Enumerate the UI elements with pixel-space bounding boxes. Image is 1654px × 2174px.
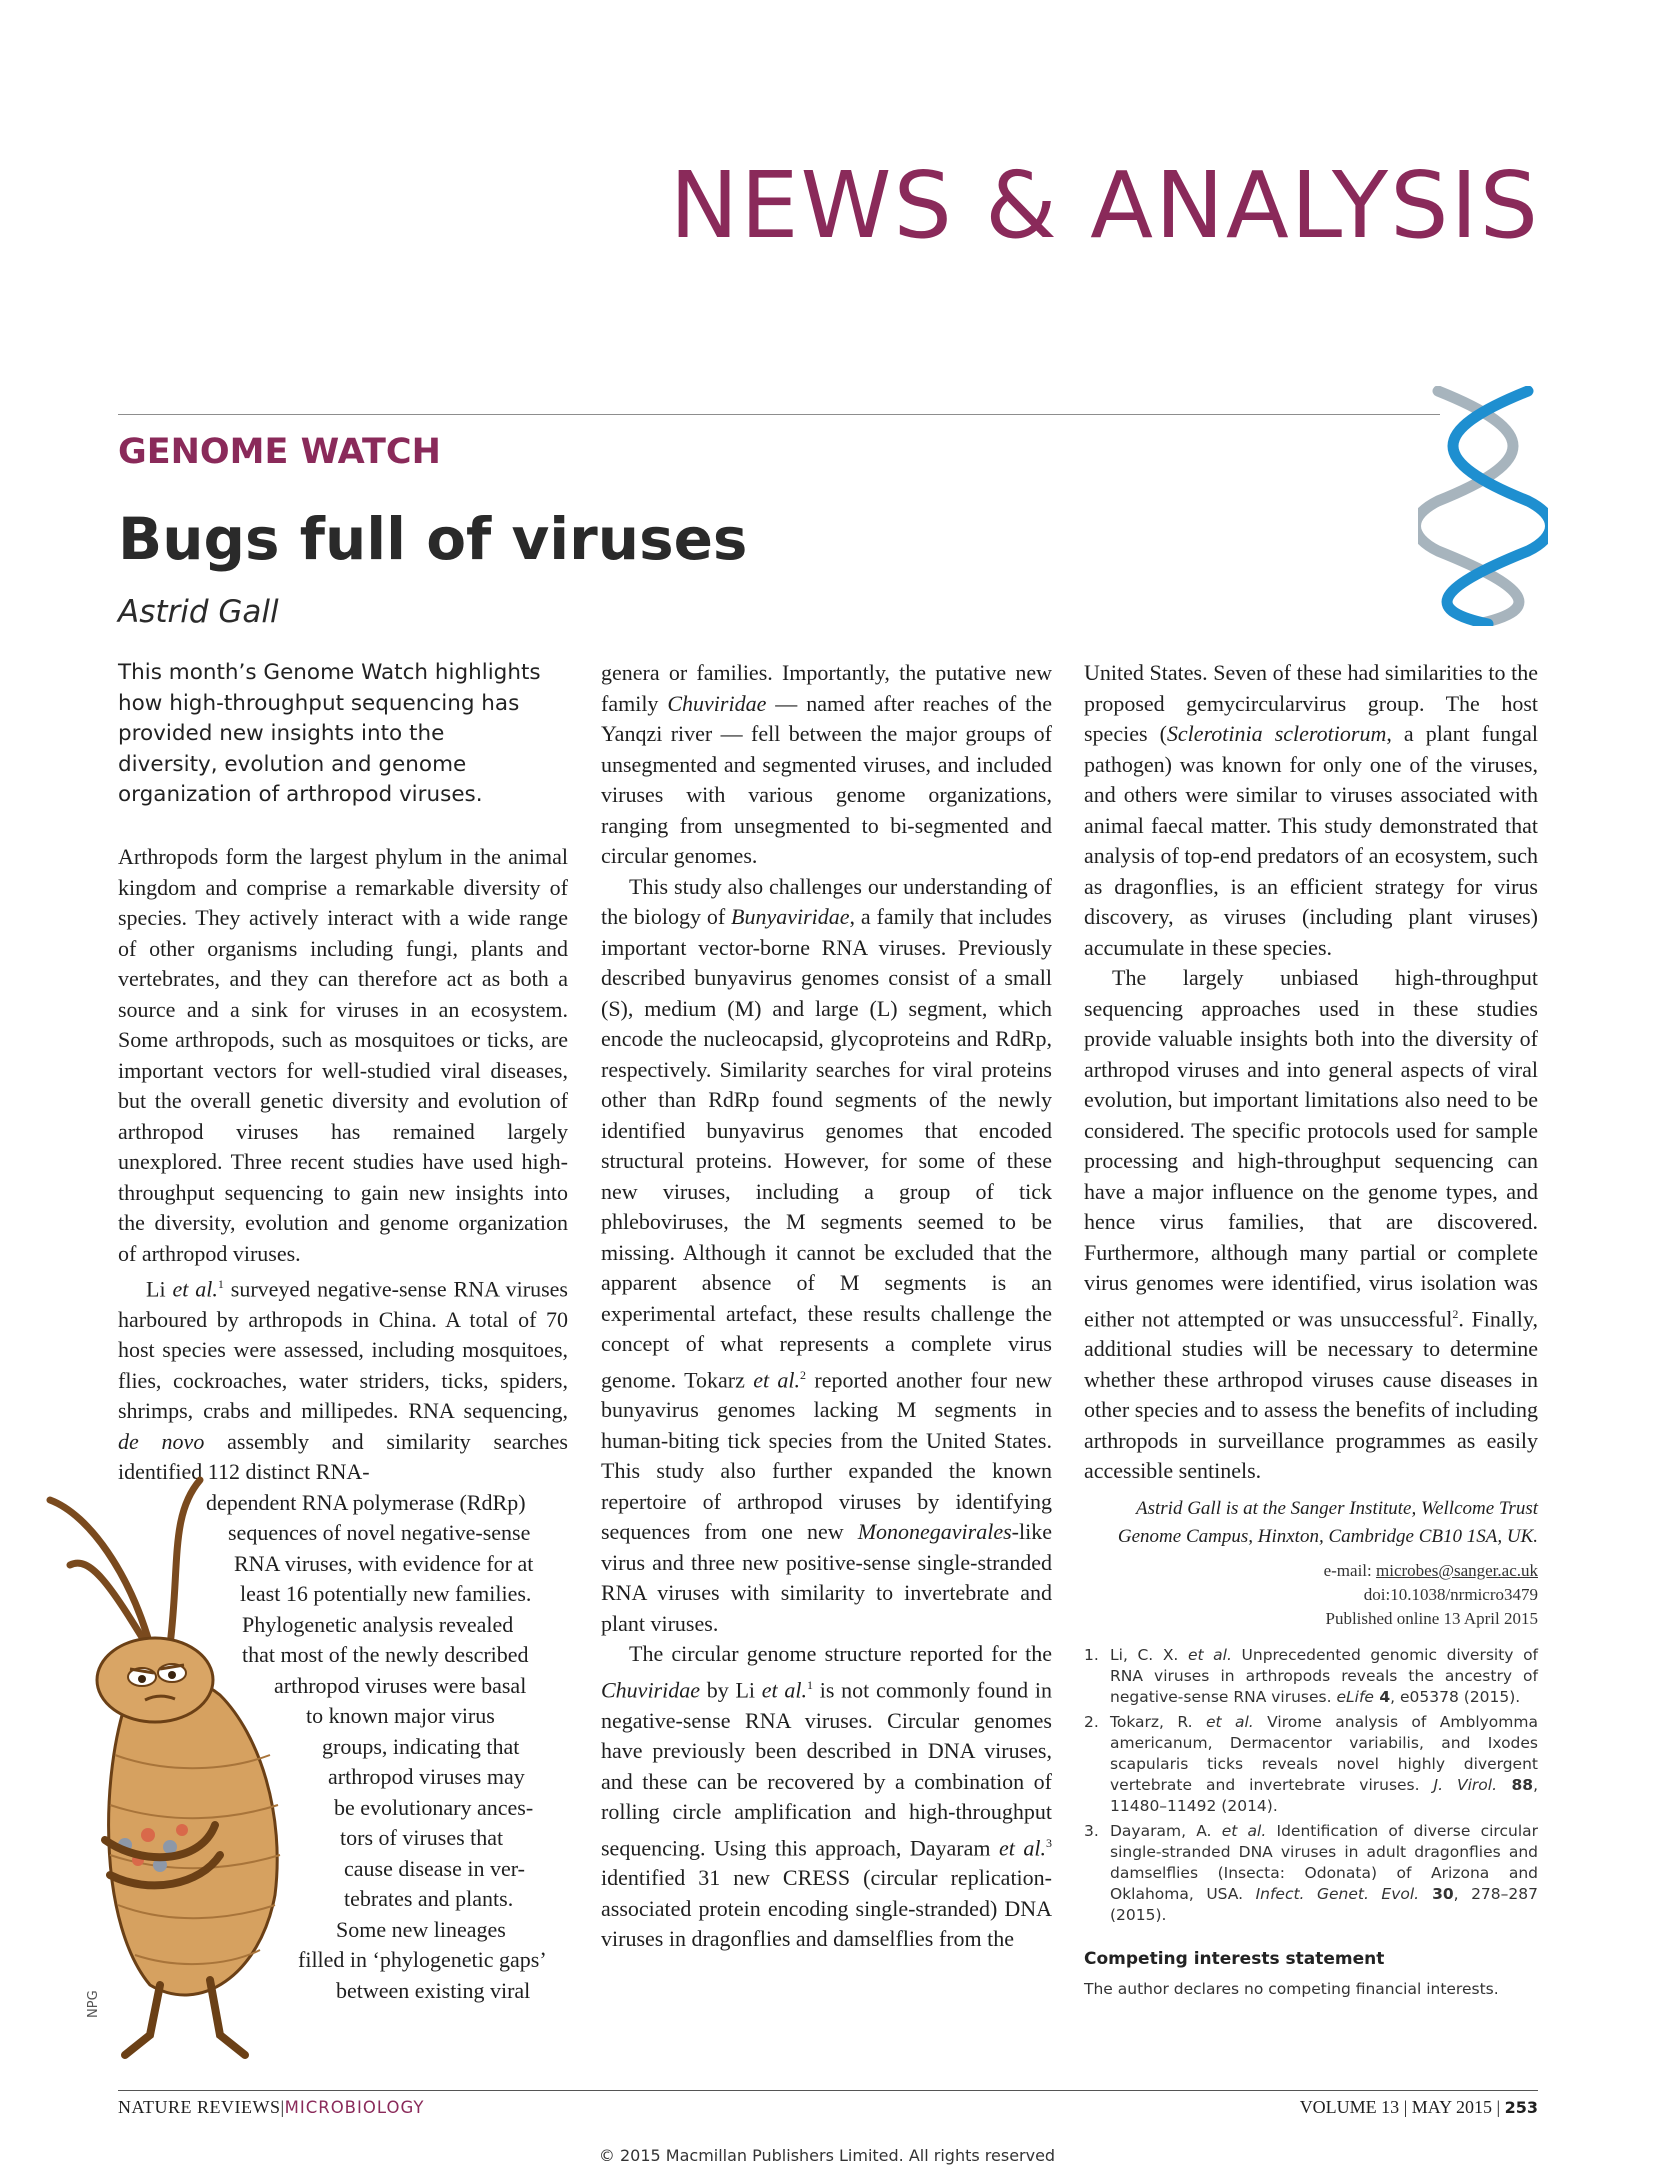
text-line: Some new lineages [336,1916,506,1942]
author-name: Astrid Gall [118,594,279,630]
text-line: Phylogenetic analysis revealed [242,1611,514,1637]
paragraph: The circular genome structure reported for the Chuviridae by Li et al.$^1$ is not commonly found in negative-sense RNA viruses. Circular genomes have previously been described in DNA viruses, and these can be recovered by a combination of rolling circle amplification and high-throughput sequencing. Using this approach, Dayaram et al.$^3$ identified 31 new CRESS (circular replication-associated protein encoding single-stranded) DNA viruses in dragonflies and damselflies from the [601,1641,1052,1952]
paragraph: genera or families. Importantly, the putative new family Chuviridae — named after reaches of the Yanqzi river — fell between the major groups of unsegmented and segmented viruses, and included viruses with various genome organizations, ranging from unsegmented to bi-segmented and circular genomes. [601,660,1052,868]
author-affiliation: Astrid Gall is at the Sanger Institute, Wellcome Trust Genome Campus, Hinxton, Cambridge CB10 1SA, UK. [1117,1497,1538,1547]
text-line: cause disease in ver- [344,1855,525,1881]
doi: doi:10.1038/nrmicro3479 [1363,1584,1538,1604]
header-rule [118,414,1440,415]
text-line: to known major virus [306,1703,495,1729]
reference-item: 2. Tokarz, R. et al. Virome analysis of Amblyomma americanum, Dermacentor variabilis, and Ixodes scapularis ticks reveals novel highly divergent vertebrate and invertebrate viruses. J. Virol. 88, 11480–11492 (2014). [1084,1712,1538,1815]
volume-info: VOLUME 13 | MAY 2015 | 253 [1299,2097,1538,2117]
references-list [1084,1645,1538,1926]
text-line: tors of viruses that [340,1825,504,1851]
article-title: Bugs full of viruses [118,505,748,573]
reference-item: 3. Dayaram, A. et al. Identification of diverse circular single-stranded DNA viruses in adult dragonflies and damselflies (Insecta: Odonata) of Arizona and Oklahoma, USA. Infect. Genet. Evol. 30, 278–287 (2015). [1084,1821,1538,1924]
reference-item: 1. Li, C. X. et al. Unprecedented genomic diversity of RNA viruses in arthropods reveals the ancestry of negative-sense RNA viruses. eLife 4, e05378 (2015). [1084,1645,1539,1706]
text-line: tebrates and plants. [344,1886,514,1912]
text-line: that most of the newly described [242,1642,529,1668]
dna-helix-icon [1418,386,1548,626]
footer-rule [118,2090,1538,2091]
paragraph: The largely unbiased high-throughput sequencing approaches used in these studies provide valuable insights both into the diversity of arthropod viruses and into general aspects of viral evolution, but important limitations also need to be considered. The specific protocols used for sample processing and high-throughput sequencing can have a major influence on the genome types, and hence virus families, that are discovered. Furthermore, although many partial or complete virus genomes were identified, virus isolation was either not attempted or was unsuccessful$^2$. Finally, additional studies will be necessary to determine whether these arthropod viruses cause diseases in other species and to assess the benefits of including arthropods in surveillance programmes as easily accessible sentinels. [1084,965,1538,1484]
cockroach-illustration [30,1455,290,2070]
standfirst: This month’s Genome Watch highlights how high-throughput sequencing has provided new insights into the diversity, evolution and genome organization of arthropod viruses. [118,660,541,807]
text-line: be evolutionary ances- [334,1794,534,1820]
text-line: least 16 potentially new families. [240,1581,532,1607]
paragraph: Arthropods form the largest phylum in the animal kingdom and comprise a remarkable diversity of species. They actively interact with a wide range of other organisms including fungi, plants and vertebrates, and they can therefore act as both a source and a sink for viruses in an ecosystem. Some arthropods, such as mosquitoes or ticks, are important vectors for well-studied viral diseases, but the overall genetic diversity and evolution of arthropod viruses has remained largely unexplored. Three recent studies have used high-throughput sequencing to gain new insights into the diversity, evolution and genome organization of arthropod viruses. [118,844,568,1266]
journal-name: NATURE REVIEWS|MICROBIOLOGY [118,2097,425,2117]
text-line: RNA viruses, with evidence for at [234,1550,534,1576]
paragraph: United States. Seven of these had similarities to the proposed gemycircularvirus group. The host species (Sclerotinia sclerotiorum, a plant fungal pathogen) was known for only one of the viruses, and others were similar to viruses associated with animal faecal matter. This study demonstrated that analysis of top-end predators of an ecosystem, such as dragonflies, is an efficient strategy for virus discovery, as viruses (including plant viruses) accumulate in these species. [1084,660,1538,960]
email-link[interactable]: microbes@sanger.ac.uk [1376,1560,1538,1580]
body-column-2 [601,658,1052,1955]
copyright-notice: © 2015 Macmillan Publishers Limited. All rights reserved [598,2146,1056,2165]
text-line: dependent RNA polymerase (RdRp) [206,1489,526,1515]
paragraph: This study also challenges our understanding of the biology of Bunyaviridae, a family that includes important vector-borne RNA viruses. Previously described bunyavirus genomes consist of a small (S), medium (M) and large (L) segment, which encode the nucleocapsid, glycoproteins and RdRp, respectively. Similarity searches for viral proteins other than RdRp found segments of the newly identified bunyavirus genomes that encoded structural proteins. However, for some of these new viruses, including a group of tick phleboviruses, the M segments seemed to be missing. Although it cannot be excluded that the apparent absence of M segments is an experimental artefact, these results challenge the concept of what represents a complete virus genome. Tokarz et al.$^2$ reported another four new bunyavirus genomes lacking M segments in human-biting tick species from the United States. This study also further expanded the known repertoire of arthropod viruses by identifying sequences from one new Mononegavirales-like virus and three new positive-sense single-stranded RNA viruses with similarity to invertebrate and plant viruses. [601,873,1052,1636]
email-line: e-mail: microbes@sanger.ac.uk [1323,1560,1538,1580]
text-line: arthropod viruses may [328,1764,525,1790]
body-column-3 [1084,658,1538,2005]
text-line: sequences of novel negative-sense [228,1520,531,1546]
competing-interests-heading: Competing interests statement [1084,1948,1385,1969]
kicker: GENOME WATCH [118,432,441,472]
text-line: filled in ‘phylogenetic gaps’ [298,1947,547,1973]
text-line: between existing viral [336,1977,531,2003]
text-line: arthropod viruses were basal [274,1672,527,1698]
competing-interests-text: The author declares no competing financial interests. [1084,1980,1499,1999]
text-line: groups, indicating that [322,1733,520,1759]
illustration-credit: NPG [86,1990,101,2018]
published-date: Published online 13 April 2015 [1325,1608,1538,1628]
section-heading: NEWS & ANALYSIS [669,152,1540,259]
paragraph: Li et al.$^1$ surveyed negative-sense RNA viruses harboured by arthropods in China. A total of 70 host species were assessed, including mosquitoes, flies, cockroaches, water striders, ticks, spiders, shrimps, crabs and millipedes. RNA sequencing, de novo assembly and similarity searches identified 112 distinct RNA- [118,1276,568,1485]
